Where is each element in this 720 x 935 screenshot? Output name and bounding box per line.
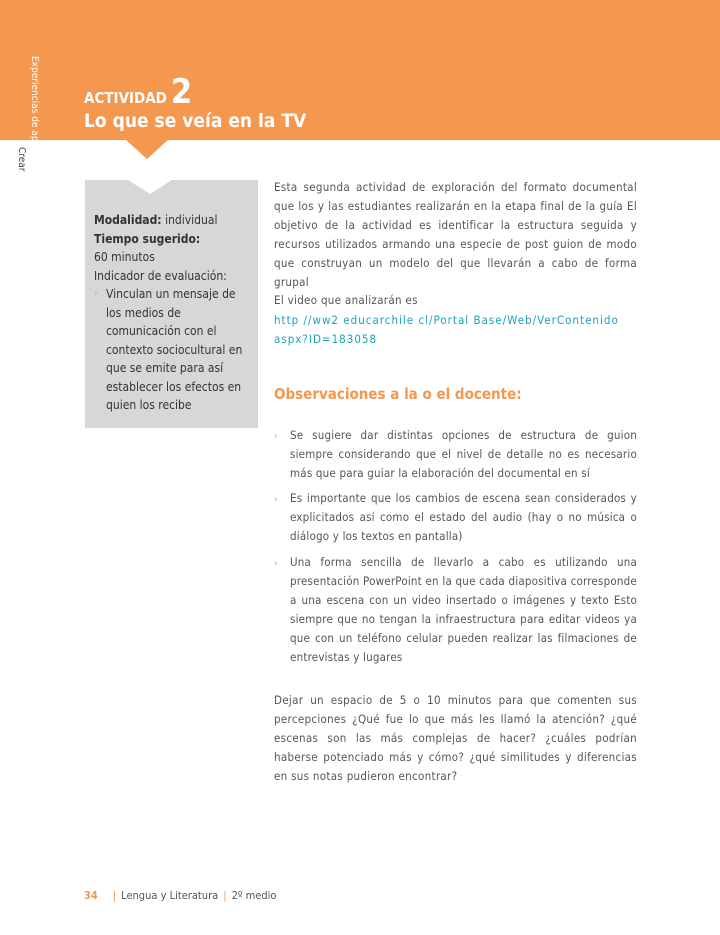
observation-item: › Es importante que los cambios de escena sean considerados y explicitados así como el estado del audio (hay o no música o diálogo y los textos en pantalla) xyxy=(274,491,637,543)
header-arrow xyxy=(125,139,169,159)
footer-subject: Lengua y Literatura xyxy=(121,889,219,902)
modalidad-value: individual xyxy=(165,213,218,227)
modalidad-label: Modalidad: xyxy=(94,213,162,227)
footer-grade: 2º medio xyxy=(231,889,277,902)
observation-item: › Una forma sencilla de llevarlo a cabo es utilizando una presentación PowerPoint en la que cada diapositiva corresponde a una escena con un video insertado o imágenes y texto Esto siempre que no tengan la infraestructura para editar videos ya que con un teléfono celular pueden realizar las filmaciones de entrevistas y lugares xyxy=(274,555,637,664)
observation-item: › Se sugiere dar distintas opciones de estructura de guion siempre considerando que el nivel de detalle no es necesario más que para guiar la elaboración del documental en sí xyxy=(274,428,637,480)
bullet-icon: › xyxy=(94,288,98,299)
activity-label: ACTIVIDAD xyxy=(84,89,167,107)
info-box-text xyxy=(94,211,254,415)
closing-paragraph: Dejar un espacio de 5 o 10 minutos para que comenten sus percepciones ¿Qué fue lo que más les llamó la atención? ¿qué escenas son las más complejas de hacer? ¿cuáles podrían haberse potenciado más y cómo? ¿qué similitudes y diferencias en sus notas pudieron encontrar? xyxy=(274,693,637,783)
bullet-icon: › xyxy=(274,431,278,442)
video-link[interactable]: http //ww2 educarchile cl/Portal Base/Web/VerContenido aspx?ID=183058 xyxy=(274,313,619,346)
indicador-text: Vinculan un mensaje de los medios de comunicación con el contexto sociocultural en que se emite para así establecer los efectos en quien los recibe xyxy=(106,287,243,412)
observations-heading: Observaciones a la o el docente: xyxy=(274,385,522,403)
intro-paragraph: Esta segunda actividad de exploración del formato documental que los y las estudiantes realizarán en la etapa final de la guía El objetivo de la actividad es identificar la estructura seguida y recursos utilizados armando una especie de post guion de modo que construyan un modelo del que llevarán a cabo de forma grupal xyxy=(274,180,637,289)
indicador-label: Indicador de evaluación: xyxy=(94,268,227,283)
bullet-icon: › xyxy=(274,494,278,505)
section-label: Experiencias de aprendizaje xyxy=(29,56,40,183)
bullet-icon: › xyxy=(274,558,278,569)
info-box-notch xyxy=(128,180,172,194)
footer: 34 | Lengua y Literatura | 2º medio xyxy=(84,889,277,902)
video-label: El video que analizarán es xyxy=(274,293,418,307)
tiempo-label: Tiempo sugerido: xyxy=(94,231,201,246)
tiempo-value: 60 minutos xyxy=(94,250,155,264)
page-number: 34 xyxy=(84,889,98,902)
page-title: Lo que se veía en la TV xyxy=(84,110,307,132)
activity-heading xyxy=(84,72,192,112)
activity-number: 2 xyxy=(170,72,193,112)
subsection-label: Crear xyxy=(16,147,27,172)
